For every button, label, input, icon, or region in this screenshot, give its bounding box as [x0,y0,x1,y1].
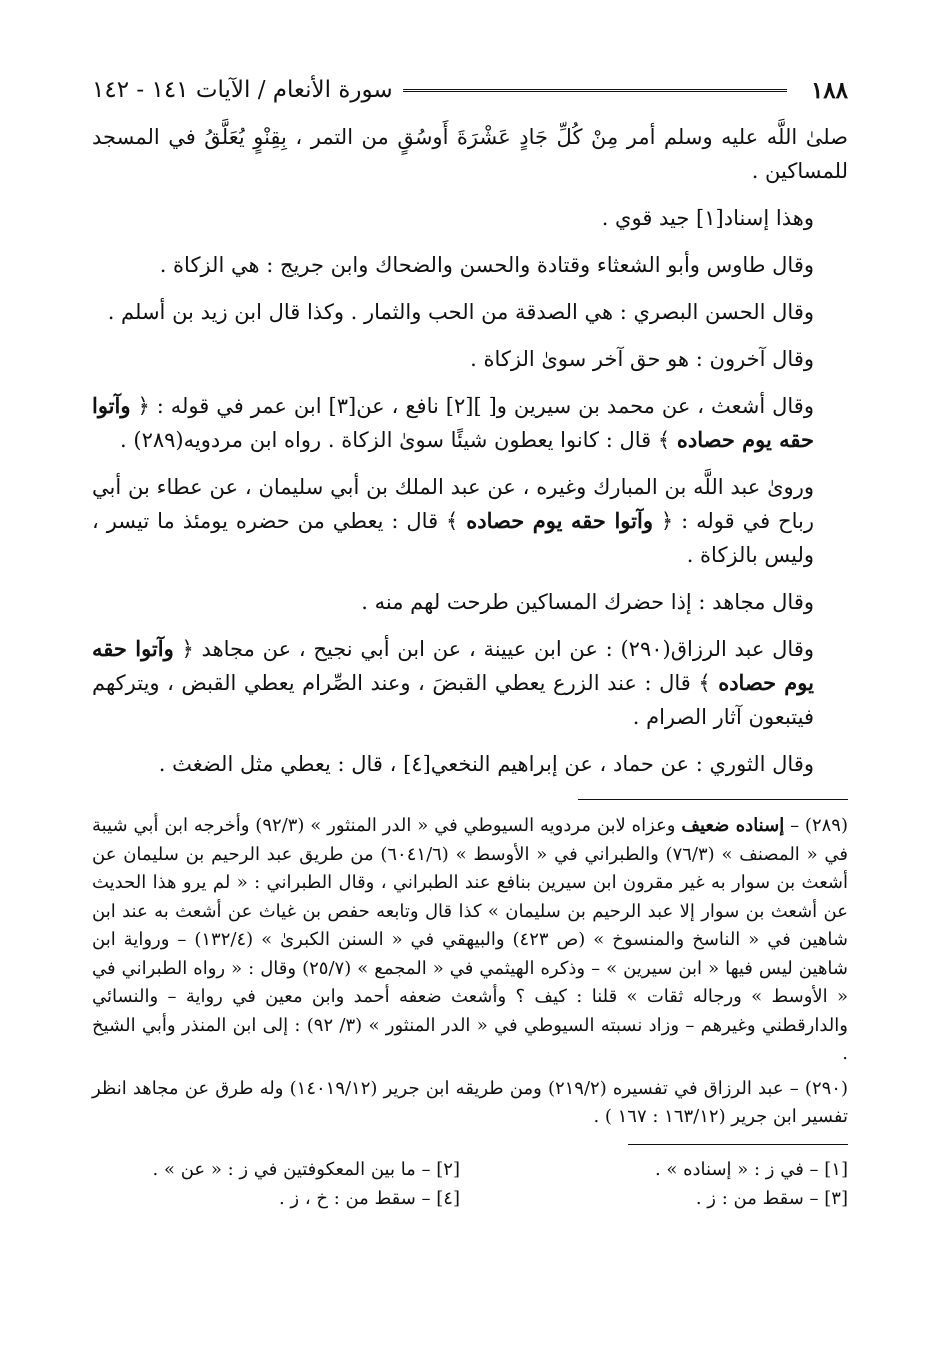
text-run: ﴾ قال : كانوا يعطون شيئًا سوىٰ الزكاة . رواه ابن مردويه(٢٨٩) . [120,428,671,452]
footnote-text: وعزاه لابن مردويه السيوطي في « الدر المنثور » (٩٢/٣) وأخرجه ابن أبي شيبة في « المصنف » (٧٦/٣) والطبراني في « الأوسط » (٦٠٤١/٦) من طريق عبد الرحيم بن سليمان عن أشعث بن سوار به غير مقرون ابن سيرين بنافع عند الطبراني ، وقال الطبراني : « لم يرو هذا الحديث عن أشعث بن سوار إلا عبد الرحيم بن سليمان » كذا قال وتابعه حفص بن غياث عن أشعث به عند ابن شاهين في « الناسخ والمنسوخ » (ص ٤٢٣) والبيهقي في « السنن الكبرىٰ » (١٣٢/٤) – ورواية ابن شاهين ليس فيها « ابن سيرين » – وذكره الهيثمي في « المجمع » (٢٥/٧) وقال : « رواه الطبراني في « الأوسط » ورجاله ثقات » قلنا : كيف ؟ وأشعث ضعفه أحمد وابن معين في رواية – والنسائي والدارقطني وغيرهم – وزاد نسبته السيوطي في « الدر المنثور » (٣/ ٩٢) : إلى ابن المنذر وأبي الشيخ . [92,815,849,1064]
paragraph: وقال مجاهد : إذا حضرك المساكين طرحت لهم منه . [361,590,814,614]
text-run: وقال أشعث ، عن محمد بن سيرين و[ ][٢] نافع ، عن[٣] ابن عمر في قوله : ﴿ [137,394,814,418]
main-text [92,120,848,781]
header-title: سورة الأنعام / الآيات ١٤١ - ١٤٢ [92,77,393,103]
text-note-1: [١] – في ز : « إسناده » . [654,1158,848,1180]
paragraph: وقال طاوس وأبو الشعثاء وقتادة والحسن والضحاك وابن جريج : هي الزكاة . [159,253,814,277]
text-notes [92,1155,848,1213]
paragraph [92,470,848,572]
text-run: ﴾ قال : عند الزرع يعطي القبضَ ، وعند الصِّرام يعطي القبض ، ويتركهم فيتبعون آثار الصرام . [92,671,814,729]
text-note-3: [٣] – سقط من : ز . [695,1187,848,1209]
paragraph: وقال الثوري : عن حماد ، عن إبراهيم النخعي[٤] ، قال : يعطي مثل الضغث . [158,752,814,776]
paragraph: وقال الحسن البصري : هي الصدقة من الحب والثمار . وكذا قال ابن زيد بن أسلم . [107,300,814,324]
footnote-grade: إسناده ضعيف [681,815,785,836]
paragraph [92,389,848,457]
text-run: ﴾ قال : يعطي من حضره يومئذ ما تيسر ، وليس بالزكاة . [92,509,814,567]
footnotes [92,812,848,1132]
page-number: ١٨٨ [810,76,848,104]
paragraph: وقال آخرون : هو حق آخر سوىٰ الزكاة . [470,347,814,371]
quran-quote: وآتوا حقه يوم حصاده [466,508,653,533]
quran-quote: وآتوا حقه يوم حصاده [92,636,814,695]
paragraph [92,632,848,734]
footnote-289 [92,812,848,1069]
footnote-separator [578,799,848,800]
text-note-4: [٤] – سقط من : خ ، ز . [278,1187,460,1209]
quran-quote: وآتوا حقه يوم حصاده [92,393,814,452]
text-run: وروىٰ عبد اللَّه بن المبارك وغيره ، عن عبد الملك بن أبي سليمان ، عن عطاء بن أبي رباح في قوله : ﴿ [92,475,815,533]
paragraph: صلىٰ اللَّه عليه وسلم أمر مِنْ كُلِّ جَادٍ عَشْرَةَ أَوسُقٍ من التمر ، بِقِنْوٍ يُعَلَّقُ في المسجد للمساكين . [92,125,848,183]
header-rule [403,89,787,92]
text-run: وقال عبد الرزاق(٢٩٠) : عن ابن عيينة ، عن ابن أبي نجيح ، عن مجاهد ﴿ [181,637,814,661]
footnote-290: (٢٩٠) – عبد الرزاق في تفسيره (٢١٩/٢) ومن طريقه ابن جرير (١٤٠١٩/١٢) وله طرق عن مجاهد انظر تفسير ابن جرير (١٦٣/١٢ : ١٦٧ ) . [92,1077,848,1127]
running-header [92,70,848,110]
footnote-number: (٢٨٩) – [790,815,848,836]
text-note-2: [٢] – ما بين المعكوفتين في ز : « عن » . [152,1158,460,1180]
paragraph: وهذا إسناد[١] جيد قوي . [601,206,814,230]
textnote-separator [628,1144,848,1145]
